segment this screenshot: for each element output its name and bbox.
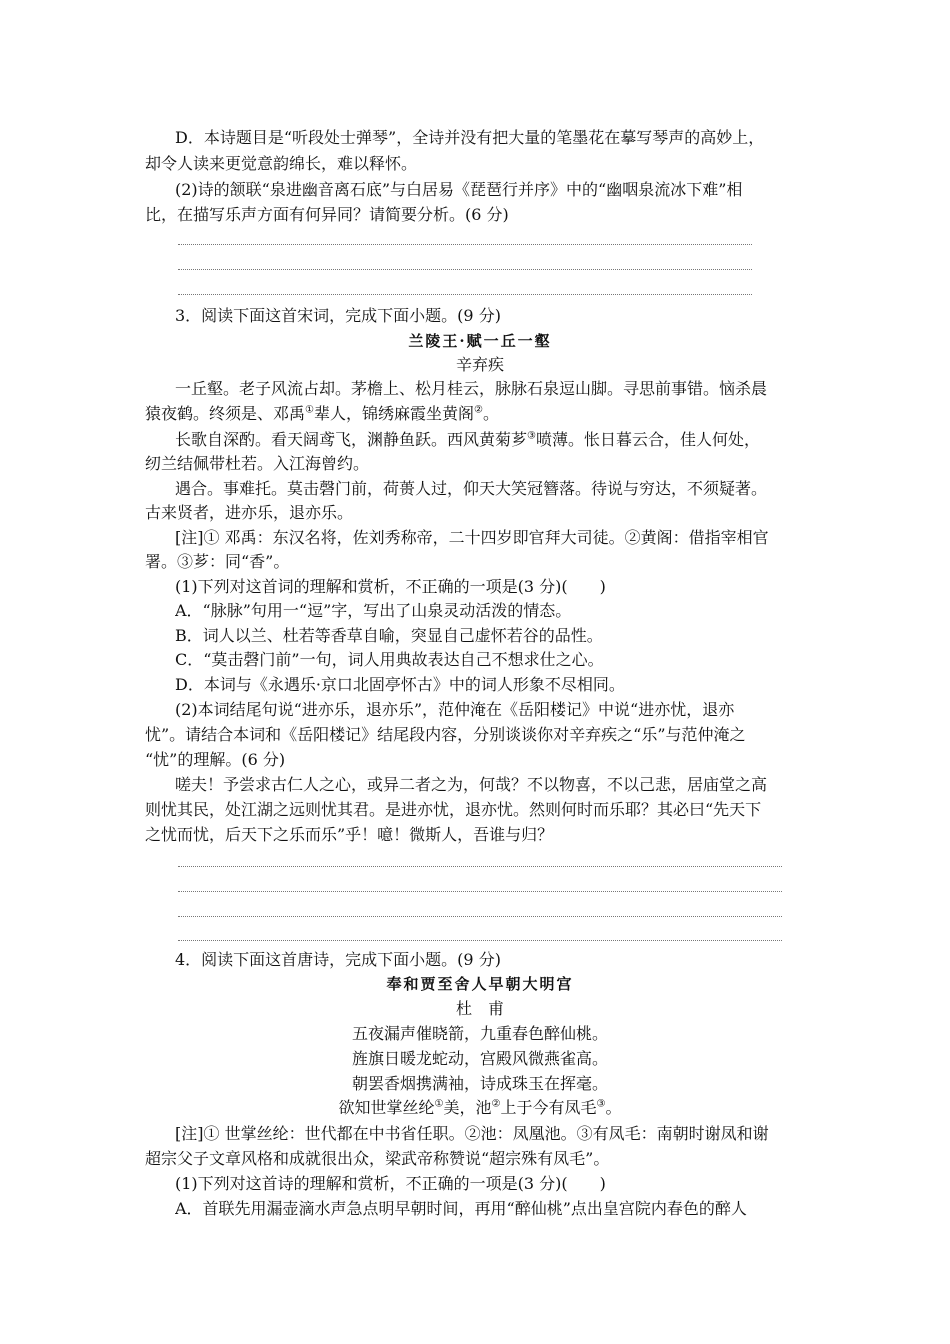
q4-note-line1: [注]① 世掌丝纶：世代都在中书省任职。②池：凤凰池。③有凤毛：南朝时谢凤和谢 xyxy=(175,1124,769,1143)
q3-sub2-line3: “忧”的理解。(6 分) xyxy=(145,750,286,769)
q2-sub2-line2: 比，在描写乐声方面有何异同？请简要分析。(6 分) xyxy=(145,205,509,224)
q3-poem-p1-line2: 猿夜鹤。终须是、邓禹①辈人，锦绣麻霞坐黄阁②。 xyxy=(145,404,499,423)
q3-note-line2: 署。③芗：同“香”。 xyxy=(145,552,290,571)
q3-poem-p3-line1: 遇合。事难托。莫击磬门前，荷蒉人过，仰天大笑冠簪落。待说与穷达，不须疑著。 xyxy=(175,479,768,498)
q3-poem-title: 兰陵王·赋一丘一壑 xyxy=(408,332,552,350)
footnote-mark: ① xyxy=(305,404,314,416)
footnote-mark: ② xyxy=(474,404,483,416)
q4-note-line2: 超宗父子文章风格和成就很出众，梁武帝称赞说“超宗殊有凤毛”。 xyxy=(145,1149,610,1168)
q3-sub2-line1: (2)本词结尾句说“进亦乐，退亦乐”，范仲淹在《岳阳楼记》中说“进亦忧，退亦 xyxy=(175,700,735,719)
footnote-mark: ② xyxy=(491,1098,501,1110)
answer-line[interactable] xyxy=(178,269,752,270)
q3-quote-line3: 之忧而忧，后天下之乐而乐”乎！噫！微斯人，吾谁与归？ xyxy=(145,825,554,844)
answer-line[interactable] xyxy=(178,244,752,245)
q3-option-b: B．词人以兰、杜若等香草自喻，突显自己虚怀若谷的品性。 xyxy=(175,626,603,645)
q3-option-d: D．本词与《永遇乐·京口北固亭怀古》中的词人形象不尽相同。 xyxy=(175,675,625,694)
q3-heading: 3．阅读下面这首宋词，完成下面小题。(9 分) xyxy=(175,306,501,325)
footnote-mark: ① xyxy=(434,1098,444,1110)
q4-poem-line1: 五夜漏声催晓箭，九重春色醉仙桃。 xyxy=(351,1024,608,1043)
q4-poem-title: 奉和贾至舍人早朝大明宫 xyxy=(386,975,574,993)
q3-author: 辛弃疾 xyxy=(455,355,504,374)
answer-line[interactable] xyxy=(178,891,782,892)
q3-option-c: C．“莫击磬门前”一句，词人用典故表达自己不想求仕之心。 xyxy=(175,650,604,669)
q3-poem-p3-line2: 古来贤者，进亦乐，退亦乐。 xyxy=(145,503,354,522)
q4-poem-line2: 旌旗日暖龙蛇动，宫殿风微燕雀高。 xyxy=(351,1049,608,1068)
answer-line[interactable] xyxy=(178,294,752,295)
answer-line[interactable] xyxy=(178,866,782,867)
q3-quote-line1: 嗟夫！予尝求古仁人之心，或异二者之为，何哉？不以物喜，不以己悲，居庙堂之高 xyxy=(175,775,768,794)
q4-author: 杜 甫 xyxy=(455,999,504,1018)
q3-sub2-line2: 忧”。请结合本词和《岳阳楼记》结尾段内容，分别谈谈你对辛弃疾之“乐”与范仲淹之 xyxy=(145,725,746,744)
q4-poem-line4: 欲知世掌丝纶①美，池②上于今有凤毛③。 xyxy=(338,1098,622,1117)
q3-poem-p2-line2: 纫兰结佩带杜若。入江海曾约。 xyxy=(145,454,370,473)
answer-line[interactable] xyxy=(178,916,782,917)
footnote-mark: ③ xyxy=(596,1098,606,1110)
q3-poem-p2-line1: 长歌自深酌。看天阔鸢飞，渊静鱼跃。西风黄菊芗③喷薄。怅日暮云合，佳人何处， xyxy=(175,430,760,449)
q2-sub2-line1: (2)诗的颔联“泉进幽音离石底”与白居易《琵琶行并序》中的“幽咽泉流冰下难”相 xyxy=(175,180,743,199)
q2-option-d-line2: 却令人读来更觉意韵绵长，难以释怀。 xyxy=(145,154,418,173)
q3-quote-line2: 则忧其民，处江湖之远则忧其君。是进亦忧，退亦忧。然则何时而乐耶？其必曰“先天下 xyxy=(145,800,762,819)
footnote-mark: ③ xyxy=(527,430,536,442)
q3-note-line1: [注]① 邓禹：东汉名将，佐刘秀称帝，二十四岁即官拜大司徒。②黄阁：借指宰相官 xyxy=(175,528,769,547)
q2-option-d-line1: D．本诗题目是“听段处士弹琴”，全诗并没有把大量的笔墨花在摹写琴声的高妙上， xyxy=(175,128,765,147)
q3-option-a: A．“脉脉”句用一“逗”字，写出了山泉灵动活泼的情态。 xyxy=(175,601,572,620)
q3-poem-p1-line1: 一丘壑。老子风流占却。茅檐上、松月桂云，脉脉石泉逗山脚。寻思前事错。恼杀晨 xyxy=(175,379,768,398)
answer-line[interactable] xyxy=(178,940,782,941)
q4-heading: 4．阅读下面这首唐诗，完成下面小题。(9 分) xyxy=(175,950,501,969)
q4-sub1: (1)下列对这首诗的理解和赏析，不正确的一项是(3 分)( ) xyxy=(175,1174,606,1193)
q4-poem-line3: 朝罢香烟携满袖，诗成珠玉在挥毫。 xyxy=(351,1074,608,1093)
q3-sub1: (1)下列对这首词的理解和赏析，不正确的一项是(3 分)( ) xyxy=(175,577,606,596)
q4-option-a: A．首联先用漏壶滴水声急点明早朝时间，再用“醉仙桃”点出皇宫院内春色的醉人 xyxy=(175,1199,747,1218)
